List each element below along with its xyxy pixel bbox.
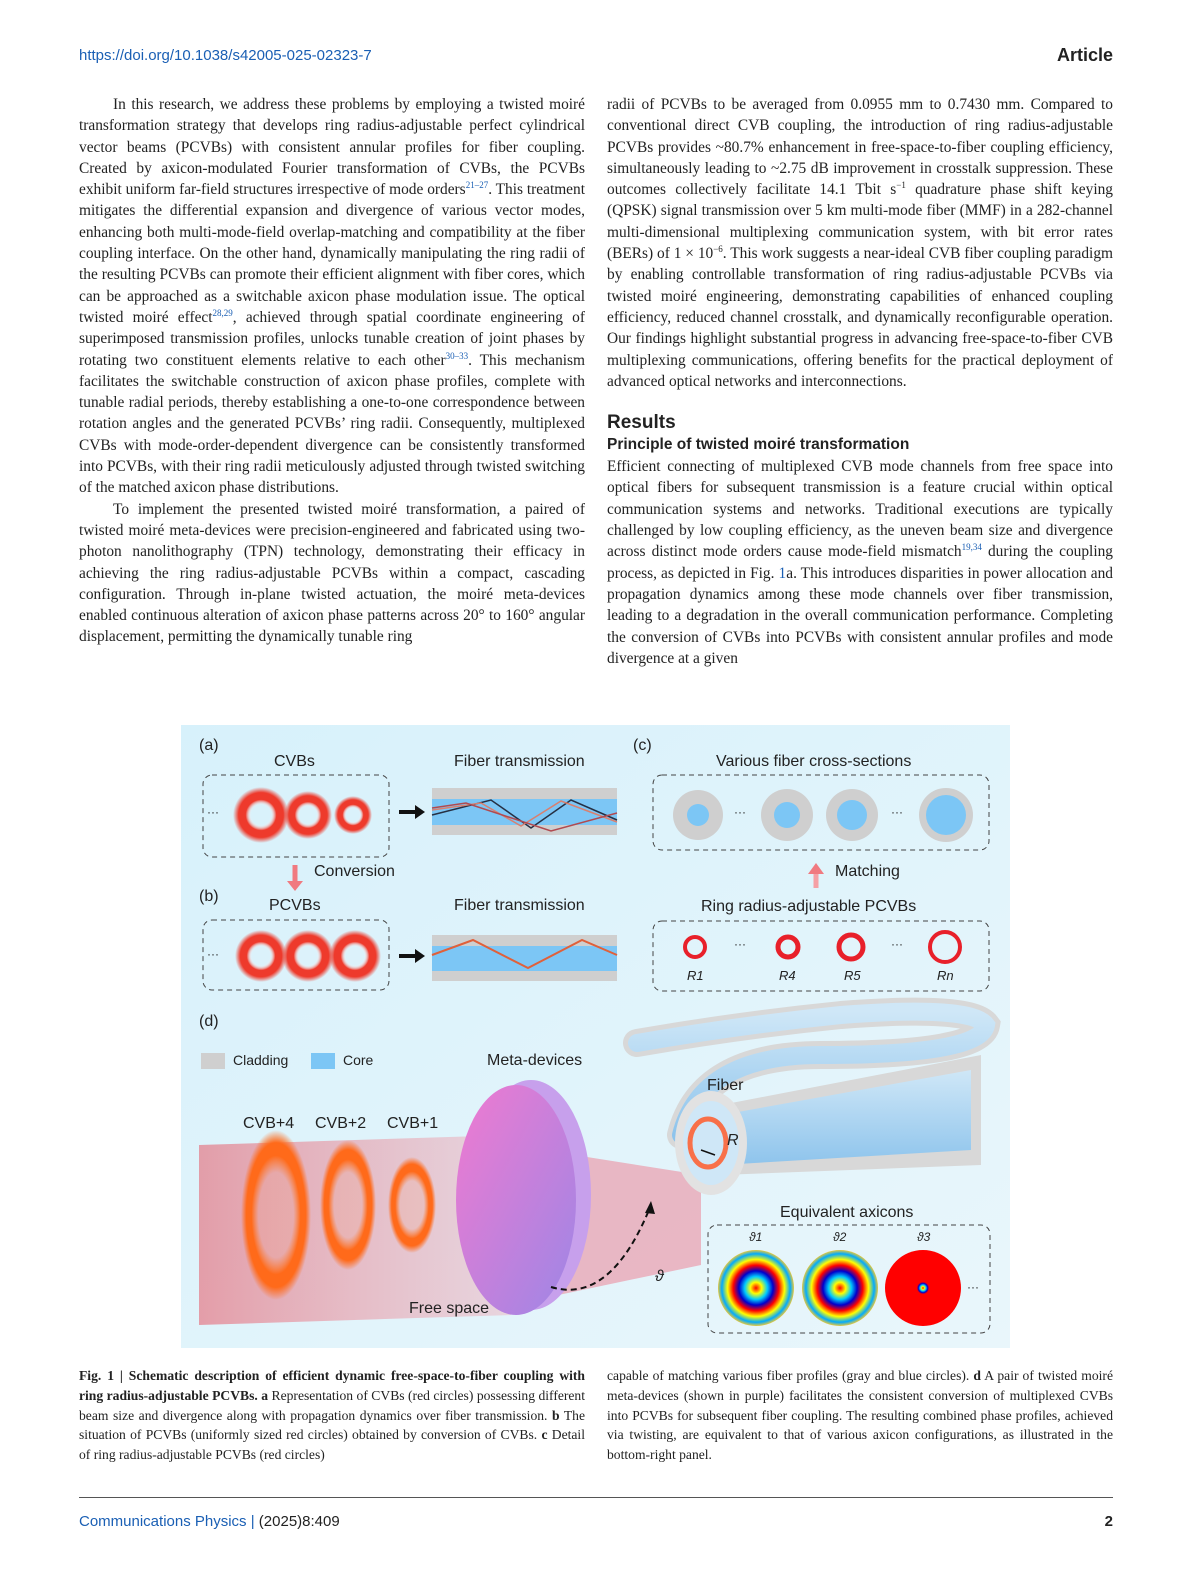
axicon-label: ϑ3 xyxy=(917,1230,931,1244)
text-run: Representation of CVBs (red circles) possessing different beam size and divergence along with propagation dynamics over fiber transmission. xyxy=(79,1387,586,1423)
label-matching: Matching xyxy=(835,863,900,880)
superscript: −6 xyxy=(713,243,723,254)
journal-name[interactable]: Communications Physics xyxy=(79,1513,247,1530)
label-ring-radius: Ring radius-adjustable PCVBs xyxy=(701,898,917,915)
label-free-space: Free space xyxy=(409,1300,490,1317)
text-run: during the coupling process, as depicted in Fig. xyxy=(607,543,1113,582)
panel-label-a: (a) xyxy=(199,737,219,754)
label-pcvbs: PCVBs xyxy=(269,897,321,914)
citation-ref[interactable]: 28,29 xyxy=(212,307,233,318)
text-run: radii of PCVBs to be averaged from 0.0955 mm to 0.7430 mm. Compared to conventional direct CVB coupling, the introduction of ring radius-adjustable PCVBs provides ~80.7% enhancement in free-space-to-fiber coupling efficiency, simultaneously leading to ~2.75 dB improvement in crosstalk suppression. These outcomes collectively facilitate 14.1 Tbit s xyxy=(607,96,1113,199)
footer-journal: Communications Physics | (2025)8:409 xyxy=(79,1513,340,1530)
bold-text: Fig. 1 | Schematic description of efficient dynamic free-space-to-fiber coupling with ring radius-adjustable PCVBs. a xyxy=(79,1368,585,1403)
left-column xyxy=(79,94,585,648)
figure-caption-right xyxy=(607,1366,1113,1465)
text-run: quadrature phase shift keying (QPSK) signal transmission over 5 km multi-mode fiber (MMF) in a 282-channel multi-dimensional multiplexing communication system, with bit error rates (BERs) of 1 × 10 xyxy=(607,181,1113,263)
label-fiber-transmission-a: Fiber transmission xyxy=(454,753,585,770)
citation-ref[interactable]: 19,34 xyxy=(961,542,982,553)
text-run: a. This introduces disparities in power allocation and propagation dynamics among these mode channels over fiber transmission, leading to a degradation in the overall communication performance. Completing the conversion of CVBs into PCVBs with consistent annular profiles and mode divergence at a given xyxy=(607,564,1114,667)
body-paragraph xyxy=(607,94,1113,392)
radius-label: R4 xyxy=(779,968,796,983)
legend-cladding: Cladding xyxy=(233,1052,289,1068)
bold-text: b xyxy=(552,1407,560,1423)
text-run: In this research, we address these problems by employing a twisted moiré transformation strategy that develops ring radius-adjustable perfect cylindrical vector beams (PCVBs) with consistent annular profiles for fiber coupling. Created by axicon-modulated Fourier transformation of CVBs, the PCVBs exhibit uniform far-field structures irrespective of mode orders xyxy=(79,96,585,199)
text-run: . This treatment mitigates the differential expansion and divergence of various vector modes, enhancing both multi-mode-field overlap-matching and compatibility at the fiber coupling interface. On the other hand, dynamically manipulating the ring radii of the resulting PCVBs can promote their efficient alignment with fiber cores, which can be approached as a switchable axicon phase modulation issue. The optical twisted moiré effect xyxy=(79,181,585,326)
text-run: To implement the presented twisted moiré transformation, a paired of twisted moiré meta-devices were precision-engineered and fabricated using two-photon nanolithography (TPN) technology, demonstrating their efficacy in achieving the ring radius-adjustable PCVBs within a compact, cascading configuration. Through in-plane twisted actuation, the moiré meta-devices enabled continuous alteration of axicon phase patterns across 20° to 160° angular displacement, permitting the dynamically tunable ring xyxy=(79,500,585,646)
label-fiber-transmission-b: Fiber transmission xyxy=(454,897,585,914)
text-run: Efficient connecting of multiplexed CVB mode channels from free space into optical fibers for subsequent transmission is a feature crucial within optical communication systems and networks. Traditional executions are typically challenged by low coupling efficiency, as the uneven beam size and divergence across distinct mode orders cause mode-field mismatch xyxy=(607,458,1113,561)
panel-label-c: (c) xyxy=(633,737,652,754)
label-conversion: Conversion xyxy=(314,863,395,880)
legend-core: Core xyxy=(343,1052,374,1068)
subsection-heading: Principle of twisted moiré transformation xyxy=(607,436,910,454)
ellipsis: ··· xyxy=(207,947,219,961)
citation-ref[interactable]: 21–27 xyxy=(465,180,489,191)
panel-label-d: (d) xyxy=(199,1013,219,1030)
text-run: Detail of ring radius-adjustable PCVBs (red circles) xyxy=(79,1427,585,1463)
ellipsis: ··· xyxy=(734,805,746,819)
label-cvb: CVB+2 xyxy=(315,1115,367,1132)
figure-graphics xyxy=(181,725,1010,1348)
label-cvb: CVB+4 xyxy=(243,1115,295,1132)
label-cvbs: CVBs xyxy=(274,753,315,770)
bold-text: d xyxy=(973,1368,981,1383)
radius-label: R5 xyxy=(844,968,861,983)
text-run: capable of matching various fiber profiles (gray and blue circles). xyxy=(607,1368,974,1383)
axicon-label: ϑ1 xyxy=(749,1230,763,1244)
figure-ref[interactable]: 1 xyxy=(778,564,787,582)
doi-link[interactable]: https://doi.org/10.1038/s42005-025-02323-7 xyxy=(79,47,372,64)
right-column xyxy=(607,94,1113,669)
page-number: 2 xyxy=(1104,1513,1113,1530)
body-paragraph xyxy=(79,94,585,499)
ellipsis: ··· xyxy=(891,937,903,951)
ellipsis: ··· xyxy=(734,937,746,951)
label-cvb: CVB+1 xyxy=(387,1115,439,1132)
superscript: −1 xyxy=(896,180,906,191)
section-heading: Results xyxy=(607,412,676,434)
radius-label: R1 xyxy=(687,968,704,983)
label-fiber: Fiber xyxy=(707,1077,744,1094)
text-run: The situation of PCVBs (uniformly sized red circles) obtained by conversion of CVBs. xyxy=(79,1407,586,1443)
figure-1 xyxy=(181,725,1010,1348)
axicon-label: ϑ2 xyxy=(833,1230,847,1244)
label-various-fiber: Various fiber cross-sections xyxy=(716,753,912,770)
panel-label-b: (b) xyxy=(199,888,219,905)
radius-label: Rn xyxy=(937,968,954,983)
ellipsis: ··· xyxy=(891,805,903,819)
ellipsis: ··· xyxy=(967,1280,979,1294)
journal-volume: (2025)8:409 xyxy=(258,1513,340,1530)
footer-divider xyxy=(79,1497,1113,1498)
body-paragraph xyxy=(607,456,1113,669)
ellipsis: ··· xyxy=(207,805,219,819)
label-equivalent-axicons: Equivalent axicons xyxy=(780,1204,914,1221)
citation-ref[interactable]: 30–33 xyxy=(445,350,469,361)
figure-caption-left xyxy=(79,1366,585,1465)
label-meta-devices: Meta-devices xyxy=(487,1052,583,1069)
text-run: . This work suggests a near-ideal CVB fiber coupling paradigm by enabling controllable transformation of ring radius-adjustable PCVBs via twisted moiré engineering, demonstrating capabilities of enhanced coupling efficiency, reduced channel crosstalk, and dynamically reconfigurable operation. Our findings highlight substantial progress in advancing free-space-to-fiber CVB multiplexing communications, offering benefits for the practical deployment of advanced optical networks and interconnections. xyxy=(607,245,1113,390)
label-radius-r: R xyxy=(727,1132,739,1149)
text-run: . This mechanism facilitates the switchable construction of axicon phase profiles, complete with tunable radial periods, thereby establishing a one-to-one correspondence between rotation angles and the generated PCVBs’ ring radii. Consequently, multiplexed CVBs with mode-order-dependent divergence can be consistently transformed into PCVBs, with their ring radii meticulously adjusted through twisted switching of the matched axicon phase distributions. xyxy=(79,351,586,497)
bold-text: c xyxy=(541,1427,548,1443)
text-run: A pair of twisted moiré meta-devices (shown in purple) facilitates the consistent conversion of multiplexed CVBs into PCVBs for subsequent fiber coupling. The resulting combined phase profiles, achieved via twisting, are equivalent to that of various axicon configurations, as illustrated in the bottom-right panel. xyxy=(607,1368,1113,1463)
body-paragraph xyxy=(79,499,585,648)
text-run: , achieved through spatial coordinate engineering of superimposed transmission profiles, unlocks tunable creation of joint phases by rotating two constituent elements relative to each other xyxy=(79,308,586,369)
label-theta: ϑ xyxy=(655,1268,664,1285)
section-label: Article xyxy=(1056,45,1113,65)
